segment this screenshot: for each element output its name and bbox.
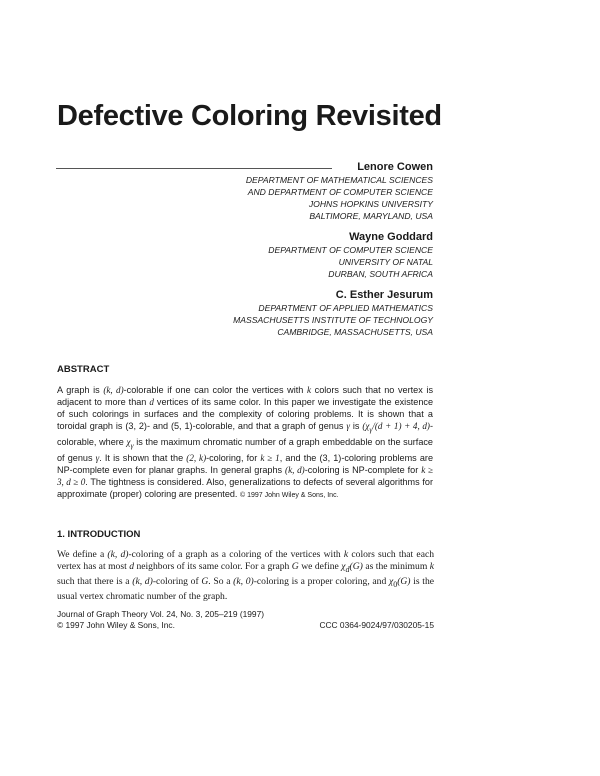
author-name: Wayne Goddard bbox=[349, 231, 433, 243]
author-3 bbox=[233, 288, 433, 338]
author-2 bbox=[233, 230, 433, 280]
affiliation-line: JOHNS HOPKINS UNIVERSITY bbox=[308, 199, 433, 209]
affiliation-line: AND DEPARTMENT OF COMPUTER SCIENCE bbox=[247, 187, 433, 197]
affiliation-line: DEPARTMENT OF APPLIED MATHEMATICS bbox=[258, 303, 433, 313]
affiliation-line: BALTIMORE, MARYLAND, USA bbox=[309, 211, 433, 221]
affiliation-line: CAMBRIDGE, MASSACHUSETTS, USA bbox=[277, 327, 433, 337]
author-name: C. Esther Jesurum bbox=[335, 289, 433, 301]
journal-citation: Journal of Graph Theory Vol. 24, No. 3, 205–219 (1997) bbox=[57, 609, 265, 619]
ccc-code: CCC 0364-9024/97/030205-15 bbox=[319, 620, 434, 630]
affiliation-line: UNIVERSITY OF NATAL bbox=[338, 257, 433, 267]
section-heading-introduction: 1. INTRODUCTION bbox=[57, 529, 141, 540]
affiliation-line: DURBAN, SOUTH AFRICA bbox=[328, 269, 433, 279]
abstract-heading: ABSTRACT bbox=[57, 364, 110, 375]
author-name: Lenore Cowen bbox=[357, 161, 433, 173]
introduction-paragraph: We define a (k, d)-coloring of a graph as a coloring of the vertices with k colors such that each vertex has at most d neighbors of its same color. For a graph G we define $\chi_d(G)$ as the minimum k such that there is a (k, d)-coloring of G. So a (k, 0)-coloring is a proper coloring, and $\chi_0(G)$ is the usual vertex chromatic number of the graph. bbox=[57, 549, 435, 602]
author-1 bbox=[233, 160, 433, 222]
paper-title: Defective Coloring Revisited bbox=[57, 100, 442, 132]
abstract-text: A graph is (k, d)-colorable if one can color the vertices with k colors such that no vertex is adjacent to more than d vertices of its same color. In this paper we investigate the existence of such colorings in surfaces and the complexity of coloring problems. It is shown that a toroidal graph is (3, 2)- and (5, 1)-colorable, and that a graph of genus γ is ($\chi_\gamma/(d + 1) + 4$, d)-colorable, where $\chi_\gamma$ is the maximum chromatic number of a graph embeddable on the surface of genus γ. It is shown that the (2, k)-coloring, for k ≥ 1, and the (3, 1)-coloring problems are NP-complete even for planar graphs. In general graphs (k, d)-coloring is NP-complete for k ≥ 3, d ≥ 0. The tightness is considered. Also, generalizations to defects of several algorithms for approximate (proper) coloring are presented. © 1997 John Wiley & Sons, Inc. bbox=[57, 385, 434, 499]
affiliation-line: DEPARTMENT OF MATHEMATICAL SCIENCES bbox=[245, 175, 433, 185]
journal-footer bbox=[57, 609, 434, 631]
footer-copyright: © 1997 John Wiley & Sons, Inc. bbox=[57, 620, 175, 630]
author-block bbox=[233, 160, 433, 346]
affiliation-line: DEPARTMENT OF COMPUTER SCIENCE bbox=[268, 245, 433, 255]
affiliation-line: MASSACHUSETTS INSTITUTE OF TECHNOLOGY bbox=[233, 315, 433, 325]
abstract-copyright: © 1997 John Wiley & Sons, Inc. bbox=[239, 491, 339, 499]
